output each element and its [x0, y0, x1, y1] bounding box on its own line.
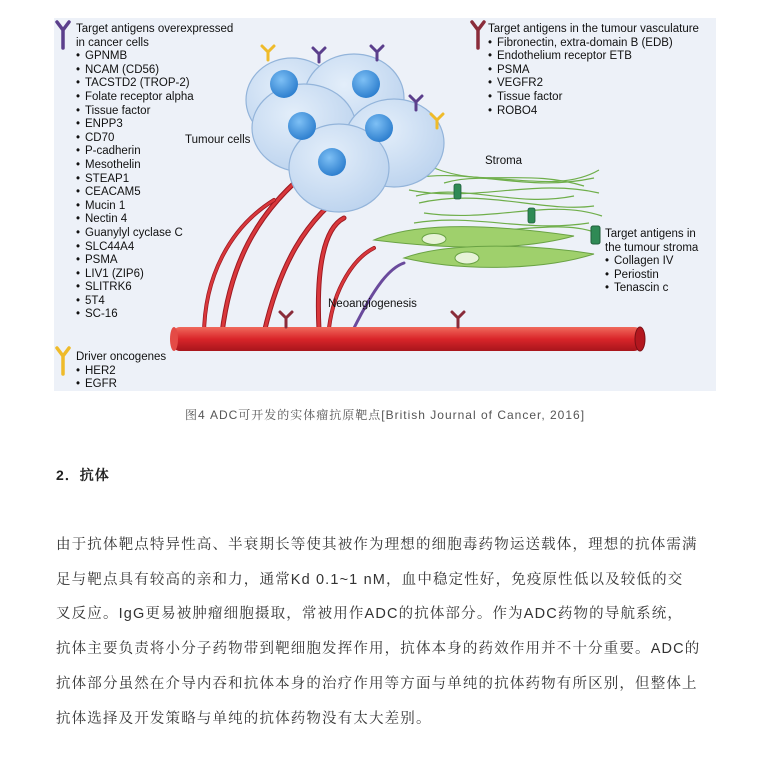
paragraph-line: 由于抗体靶点特异性高、半衰期长等使其被作为理想的细胞毒药物运送载体，理想的抗体需满	[56, 537, 698, 553]
paragraph-line: 抗体主要负责将小分子药物带到靶细胞发挥作用，抗体本身的药效作用并不十分重要。ADC的	[56, 641, 701, 658]
list-item: • HER2	[76, 365, 166, 379]
legend-green-marker-icon	[591, 226, 600, 244]
stroma-antigens-title-1: Target antigens in	[605, 228, 696, 240]
cancer-antigens-title-2: in cancer cells	[76, 36, 149, 49]
list-item: • Tissue factor	[488, 91, 699, 105]
paragraph-line: 抗体选择及开发策略与单纯的抗体药物没有太大差别。	[56, 710, 432, 727]
vasculature-antigen-list	[488, 23, 699, 118]
list-item: • CEACAM5	[76, 186, 233, 200]
list-item: • SLC44A4	[76, 241, 233, 255]
figure-caption: 图4 ADC可开发的实体瘤抗原靶点[British Journal of Cancer, 2016]	[184, 408, 586, 422]
list-item: • SC-16	[76, 308, 233, 322]
blood-vessel	[170, 327, 645, 351]
tumour-cells-label: Tumour cells	[185, 134, 251, 146]
adc-target-figure	[54, 18, 716, 391]
list-item: • STEAP1	[76, 173, 233, 187]
driver-oncogenes-list	[76, 351, 166, 391]
legend-yellow-antibody-icon	[57, 348, 69, 374]
section-heading: 2．抗体	[56, 467, 110, 483]
list-item: • Mucin 1	[76, 200, 233, 214]
list-item: • PSMA	[76, 254, 233, 268]
stroma-label: Stroma	[485, 155, 523, 167]
list-item: • Mesothelin	[76, 159, 233, 173]
list-item: • Fibronectin, extra-domain B (EDB)	[488, 37, 699, 51]
list-item: • NCAM (CD56)	[76, 64, 233, 78]
paragraph-line: 叉反应。IgG更易被肿瘤细胞摄取，常被用作ADC的抗体部分。作为ADC药物的导航系统，	[56, 606, 684, 623]
list-item: • Tissue factor	[76, 105, 233, 119]
list-item: • LIV1 (ZIP6)	[76, 268, 233, 282]
list-item: • Folate receptor alpha	[76, 91, 233, 105]
list-item: • VEGFR2	[488, 77, 699, 91]
list-item: • Tenascin c	[605, 282, 698, 296]
cancer-antigens-title-1: Target antigens overexpressed	[76, 23, 234, 35]
list-item: • Guanylyl cyclase C	[76, 227, 233, 241]
list-item: • Endothelium receptor ETB	[488, 50, 699, 64]
list-item: • Collagen IV	[605, 255, 698, 269]
cancer-cell-antigen-list	[76, 23, 233, 322]
fibroblasts	[374, 227, 594, 268]
list-item: • 5T4	[76, 295, 233, 309]
stroma-fibers	[409, 168, 602, 232]
list-item: • Periostin	[605, 269, 698, 283]
paragraph-line: 足与靶点具有较高的亲和力，通常Kd 0.1~1 nM，血中稳定性好，免疫原性低以及较低的交	[56, 571, 684, 588]
vasculature-antigens-title: Target antigens in the tumour vasculature	[488, 23, 699, 35]
list-item: • ROBO4	[488, 105, 699, 119]
list-item: • CD70	[76, 132, 233, 146]
driver-oncogenes-title: Driver oncogenes	[76, 351, 167, 363]
list-item: • ENPP3	[76, 118, 233, 132]
legend-red-antibody-icon	[472, 22, 484, 48]
list-item: • SLITRK6	[76, 281, 233, 295]
list-item: • PSMA	[488, 64, 699, 78]
vessel-antibodies	[280, 312, 464, 327]
paragraph-line: 抗体部分虽然在介导内吞和抗体本身的治疗作用等方面与单纯的抗体药物有所区别，但整体上	[56, 675, 698, 692]
list-item: • EGFR	[76, 378, 166, 391]
stroma-antigens-title-2: the tumour stroma	[605, 241, 699, 254]
list-item: • P-cadherin	[76, 145, 233, 159]
legend-purple-antibody-icon	[57, 22, 69, 48]
list-item: • Nectin 4	[76, 213, 233, 227]
neoangiogenesis-label: Neoangiogenesis	[328, 298, 417, 310]
tumour-cells	[246, 54, 444, 212]
stroma-antigen-list	[605, 228, 698, 296]
list-item: • TACSTD2 (TROP-2)	[76, 77, 233, 91]
body-paragraph	[56, 528, 720, 736]
list-item: • GPNMB	[76, 50, 233, 64]
